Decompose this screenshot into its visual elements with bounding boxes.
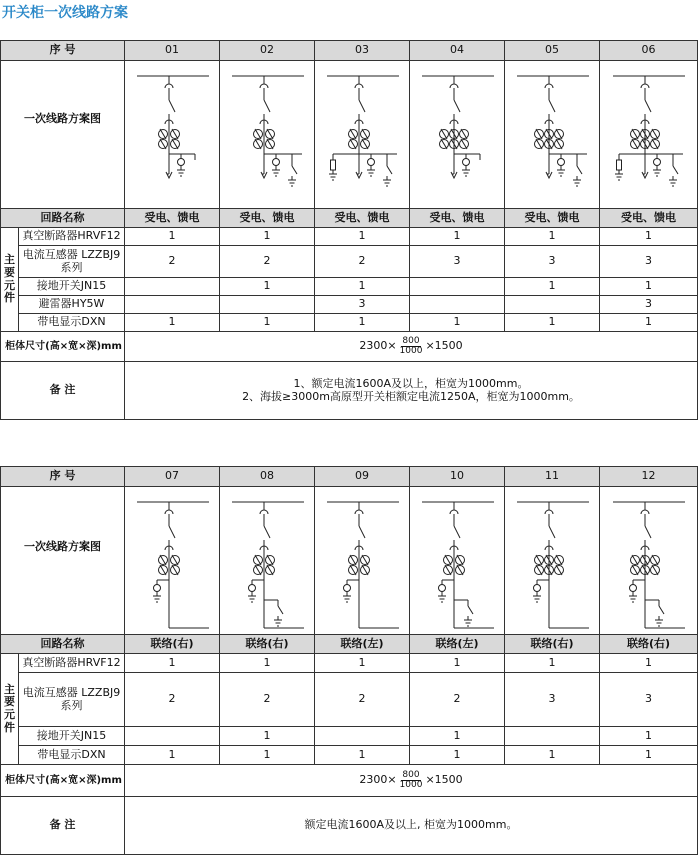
scheme-08-diagram-icon xyxy=(220,488,315,634)
component-qty: 1 xyxy=(505,278,600,296)
scheme-number: 05 xyxy=(505,41,600,61)
remarks-text xyxy=(125,362,698,420)
scheme-06-diagram-icon xyxy=(601,62,696,208)
component-qty: 1 xyxy=(315,654,410,673)
diagram-cell xyxy=(220,61,315,209)
scheme-10-diagram-icon xyxy=(410,488,505,634)
scheme-table-1 xyxy=(0,40,698,420)
dimension-depth: ×1500 xyxy=(425,773,463,787)
component-name: 接地开关JN15 xyxy=(19,278,125,296)
diagram-cell xyxy=(315,487,410,635)
component-qty: 1 xyxy=(505,314,600,332)
component-qty xyxy=(125,296,220,314)
component-qty: 1 xyxy=(315,314,410,332)
component-qty: 2 xyxy=(125,246,220,278)
component-name: 真空断路器HRVF12 xyxy=(19,228,125,246)
remarks-text xyxy=(125,797,698,855)
dimension-height: 2300× xyxy=(359,339,397,353)
diagram-cell xyxy=(505,61,600,209)
circuit-row xyxy=(1,635,698,654)
component-qty: 3 xyxy=(410,246,505,278)
dimension-label: 柜体尺寸(高×宽×深)mm xyxy=(1,332,125,362)
component-qty: 2 xyxy=(315,673,410,727)
component-qty: 1 xyxy=(220,654,315,673)
diagram-cell xyxy=(410,487,505,635)
remark-line: 2、海拔≥3000m高原型开关柜额定电流1250A，柜宽为1000mm。 xyxy=(242,389,580,403)
component-qty: 1 xyxy=(125,746,220,765)
diagram-row xyxy=(1,487,698,635)
scheme-number: 01 xyxy=(125,41,220,61)
component-qty: 2 xyxy=(220,246,315,278)
component-qty xyxy=(315,727,410,746)
component-qty: 2 xyxy=(220,673,315,727)
component-row xyxy=(1,314,698,332)
dimension-width-wide: 1000 xyxy=(399,780,423,790)
component-qty xyxy=(220,296,315,314)
dimension-value xyxy=(125,765,698,797)
component-qty: 1 xyxy=(505,654,600,673)
scheme-number: 02 xyxy=(220,41,315,61)
scheme-number: 04 xyxy=(410,41,505,61)
component-qty: 1 xyxy=(315,278,410,296)
component-qty: 3 xyxy=(600,246,698,278)
scheme-01-diagram-icon xyxy=(125,62,220,208)
component-qty: 3 xyxy=(315,296,410,314)
diagram-row-label: 一次线路方案图 xyxy=(1,487,125,635)
component-qty xyxy=(125,727,220,746)
component-qty: 1 xyxy=(505,746,600,765)
component-row xyxy=(1,296,698,314)
component-qty: 1 xyxy=(220,278,315,296)
remark-line: 额定电流1600A及以上, 柜宽为1000mm。 xyxy=(304,818,518,832)
component-qty: 1 xyxy=(600,278,698,296)
component-row xyxy=(1,673,698,727)
scheme-number: 10 xyxy=(410,467,505,487)
component-qty: 1 xyxy=(315,228,410,246)
circuit-name: 联络(左) xyxy=(410,635,505,654)
component-qty: 2 xyxy=(125,673,220,727)
dimension-label: 柜体尺寸(高×宽×深)mm xyxy=(1,765,125,797)
main-components-label: 主 要 元 件 xyxy=(1,654,19,765)
component-qty: 1 xyxy=(220,228,315,246)
scheme-number: 12 xyxy=(600,467,698,487)
component-qty xyxy=(505,296,600,314)
diagram-cell xyxy=(220,487,315,635)
scheme-number: 08 xyxy=(220,467,315,487)
component-qty: 1 xyxy=(410,727,505,746)
diagram-cell xyxy=(315,61,410,209)
component-qty: 1 xyxy=(220,314,315,332)
component-qty xyxy=(125,278,220,296)
scheme-09-diagram-icon xyxy=(315,488,410,634)
scheme-number: 03 xyxy=(315,41,410,61)
circuit-name: 受电、馈电 xyxy=(220,209,315,228)
component-qty: 1 xyxy=(220,746,315,765)
scheme-05-diagram-icon xyxy=(505,62,600,208)
component-name: 接地开关JN15 xyxy=(19,727,125,746)
scheme-11-diagram-icon xyxy=(505,488,600,634)
component-qty xyxy=(410,296,505,314)
circuit-name: 联络(右) xyxy=(505,635,600,654)
component-qty: 1 xyxy=(600,314,698,332)
component-qty: 1 xyxy=(600,654,698,673)
remarks-label: 备 注 xyxy=(1,797,125,855)
component-qty: 3 xyxy=(505,246,600,278)
scheme-number: 07 xyxy=(125,467,220,487)
circuit-name: 联络(右) xyxy=(220,635,315,654)
component-name: 带电显示DXN xyxy=(19,746,125,765)
table-header-row xyxy=(1,41,698,61)
table-header-row xyxy=(1,467,698,487)
circuit-name: 受电、馈电 xyxy=(600,209,698,228)
component-qty: 1 xyxy=(600,727,698,746)
diagram-cell xyxy=(600,487,698,635)
component-qty: 1 xyxy=(125,654,220,673)
dimension-row xyxy=(1,765,698,797)
dimension-row xyxy=(1,332,698,362)
circuit-name: 联络(左) xyxy=(315,635,410,654)
component-qty: 1 xyxy=(600,746,698,765)
component-row xyxy=(1,228,698,246)
component-qty: 1 xyxy=(410,314,505,332)
circuit-row-label: 回路名称 xyxy=(1,209,125,228)
component-row xyxy=(1,278,698,296)
diagram-cell xyxy=(125,487,220,635)
remark-line: 1、额定电流1600A及以上，柜宽为1000mm。 xyxy=(293,376,529,390)
diagram-cell xyxy=(505,487,600,635)
dimension-height: 2300× xyxy=(359,773,397,787)
scheme-table-2 xyxy=(0,466,698,855)
circuit-name: 联络(右) xyxy=(600,635,698,654)
diagram-row xyxy=(1,61,698,209)
component-name: 真空断路器HRVF12 xyxy=(19,654,125,673)
dimension-value xyxy=(125,332,698,362)
scheme-03-diagram-icon xyxy=(315,62,410,208)
component-qty xyxy=(410,278,505,296)
component-qty: 1 xyxy=(410,746,505,765)
component-qty: 2 xyxy=(410,673,505,727)
circuit-row xyxy=(1,209,698,228)
circuit-row-label: 回路名称 xyxy=(1,635,125,654)
component-row xyxy=(1,654,698,673)
component-qty: 1 xyxy=(410,654,505,673)
component-qty: 1 xyxy=(410,228,505,246)
component-name: 避雷器HY5W xyxy=(19,296,125,314)
main-components-label: 主 要 元 件 xyxy=(1,228,19,332)
component-qty: 3 xyxy=(600,673,698,727)
scheme-number: 09 xyxy=(315,467,410,487)
diagram-cell xyxy=(125,61,220,209)
component-qty: 1 xyxy=(600,228,698,246)
scheme-07-diagram-icon xyxy=(125,488,220,634)
serial-header: 序 号 xyxy=(1,41,125,61)
scheme-12-diagram-icon xyxy=(601,488,696,634)
component-qty: 1 xyxy=(220,727,315,746)
component-qty: 1 xyxy=(315,746,410,765)
scheme-02-diagram-icon xyxy=(220,62,315,208)
circuit-name: 受电、馈电 xyxy=(505,209,600,228)
page-title: 开关柜一次线路方案 xyxy=(2,5,128,21)
circuit-name: 受电、馈电 xyxy=(410,209,505,228)
scheme-number: 11 xyxy=(505,467,600,487)
remarks-label: 备 注 xyxy=(1,362,125,420)
diagram-cell xyxy=(410,61,505,209)
component-qty xyxy=(505,727,600,746)
remarks-row xyxy=(1,797,698,855)
component-qty: 1 xyxy=(125,314,220,332)
component-qty: 3 xyxy=(505,673,600,727)
dimension-width-standard: 800 xyxy=(402,336,420,346)
dimension-width-wide: 1000 xyxy=(399,346,423,356)
diagram-row-label: 一次线路方案图 xyxy=(1,61,125,209)
component-name: 电流互感器 LZZBJ9系列 xyxy=(19,246,125,278)
component-qty: 1 xyxy=(505,228,600,246)
component-qty: 3 xyxy=(600,296,698,314)
diagram-cell xyxy=(600,61,698,209)
component-name: 电流互感器 LZZBJ9系列 xyxy=(19,673,125,727)
component-qty: 2 xyxy=(315,246,410,278)
component-qty: 1 xyxy=(125,228,220,246)
circuit-name: 受电、馈电 xyxy=(315,209,410,228)
component-row xyxy=(1,727,698,746)
scheme-04-diagram-icon xyxy=(410,62,505,208)
circuit-name: 联络(右) xyxy=(125,635,220,654)
component-row xyxy=(1,246,698,278)
scheme-number: 06 xyxy=(600,41,698,61)
dimension-width-standard: 800 xyxy=(402,770,420,780)
circuit-name: 受电、馈电 xyxy=(125,209,220,228)
dimension-depth: ×1500 xyxy=(425,339,463,353)
component-name: 带电显示DXN xyxy=(19,314,125,332)
remarks-row xyxy=(1,362,698,420)
serial-header: 序 号 xyxy=(1,467,125,487)
component-row xyxy=(1,746,698,765)
